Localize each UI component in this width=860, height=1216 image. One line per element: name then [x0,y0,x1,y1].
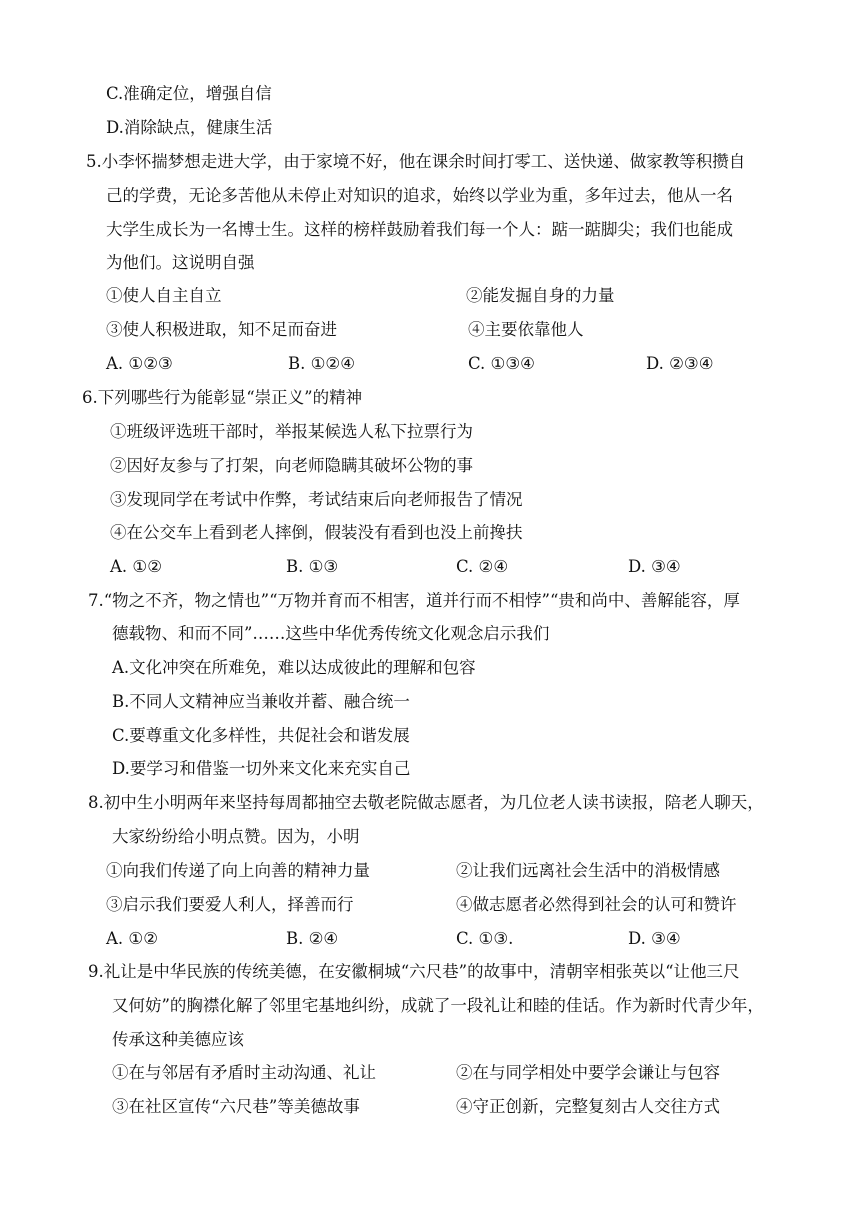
q9-stem-line-2: 又何妨”的胸襟化解了邻里宅基地纠纷，成就了一段礼让和睦的佳话。作为新时代青少年， [112,996,764,1015]
q5-choice-d: D. ②③④ [646,354,714,373]
q9-stem-line-3: 传承这种美德应该 [112,1030,244,1049]
q5-choice-c: C. ①③④ [468,354,535,373]
q6-item-3: ③发现同学在考试中作弊，考试结束后向老师报告了情况 [110,490,523,509]
q9-item-3: ③在社区宣传“六尺巷”等美德故事 [112,1097,360,1116]
q5-item-2: ②能发掘自身的力量 [466,286,615,305]
q6-choice-b: B. ①③ [286,557,339,576]
q8-stem-line-2: 大家纷纷给小明点赞。因为，小明 [112,827,360,846]
q6-choice-c: C. ②④ [456,557,509,576]
q6-item-1: ①班级评选班干部时，举报某候选人私下拉票行为 [110,422,473,441]
q9-item-2: ②在与同学相处中要学会谦让与包容 [456,1063,720,1082]
q7-option-b: B.不同人文精神应当兼收并蓄、融合统一 [112,692,410,711]
q8-item-2: ②让我们远离社会生活中的消极情感 [456,861,720,880]
q6-choice-d: D. ③④ [628,557,681,576]
q9-item-1: ①在与邻居有矛盾时主动沟通、礼让 [112,1063,376,1082]
q8-stem-line-1: 8.初中生小明两年来坚持每周都抽空去敬老院做志愿者，为几位老人读书读报，陪老人聊天， [88,793,764,812]
q5-item-4: ④主要依靠他人 [468,320,584,339]
q5-item-1: ①使人自主自立 [106,286,222,305]
q4-option-d: D.消除缺点，健康生活 [106,118,273,137]
q7-option-d: D.要学习和借鉴一切外来文化来充实自己 [112,759,411,778]
q6-item-4: ④在公交车上看到老人摔倒，假装没有看到也没上前搀扶 [110,523,523,542]
q8-choice-c: C. ①③. [456,929,514,948]
q8-choice-d: D. ③④ [628,929,681,948]
q5-stem-line-3: 大学生成长为一名博士生。这样的榜样鼓励着我们每一个人：踮一踮脚尖；我们也能成 [106,220,733,239]
q9-stem-line-1: 9.礼让是中华民族的传统美德，在安徽桐城“六尺巷”的故事中，清朝宰相张英以“让他三尺 [88,962,740,981]
q7-stem-line-1: 7.“物之不齐，物之情也”“万物并育而不相害，道并行而不相悖”“贵和尚中、善解能容，厚 [88,591,740,610]
q5-stem-line-1: 5.小李怀揣梦想走进大学，由于家境不好，他在课余时间打零工、送快递、做家教等积攒自 [86,152,746,171]
q6-stem: 6.下列哪些行为能彰显“崇正义”的精神 [82,388,363,407]
q5-stem-line-4: 为他们。这说明自强 [106,253,255,272]
q8-choice-a: A. ①② [106,929,158,948]
q5-stem-line-2: 己的学费，无论多苦他从未停止对知识的追求，始终以学业为重，多年过去，他从一名 [106,186,733,205]
q8-item-4: ④做志愿者必然得到社会的认可和赞许 [456,895,737,914]
q9-item-4: ④守正创新，完整复刻古人交往方式 [456,1097,720,1116]
q8-item-1: ①向我们传递了向上向善的精神力量 [106,861,370,880]
q5-choice-a: A. ①②③ [106,354,173,373]
q7-stem-line-2: 德载物、和而不同”……这些中华优秀传统文化观念启示我们 [112,624,550,643]
q7-option-a: A.文化冲突在所难免，难以达成彼此的理解和包容 [112,658,476,677]
q5-item-3: ③使人积极进取，知不足而奋进 [106,320,337,339]
q4-option-c: C.准确定位，增强自信 [106,84,272,103]
q6-choice-a: A. ①② [110,557,162,576]
q8-item-3: ③启示我们要爱人利人，择善而行 [106,895,354,914]
q6-item-2: ②因好友参与了打架，向老师隐瞒其破坏公物的事 [110,456,473,475]
q8-choice-b: B. ②④ [286,929,339,948]
q7-option-c: C.要尊重文化多样性，共促社会和谐发展 [112,726,410,745]
q5-choice-b: B. ①②④ [288,354,355,373]
